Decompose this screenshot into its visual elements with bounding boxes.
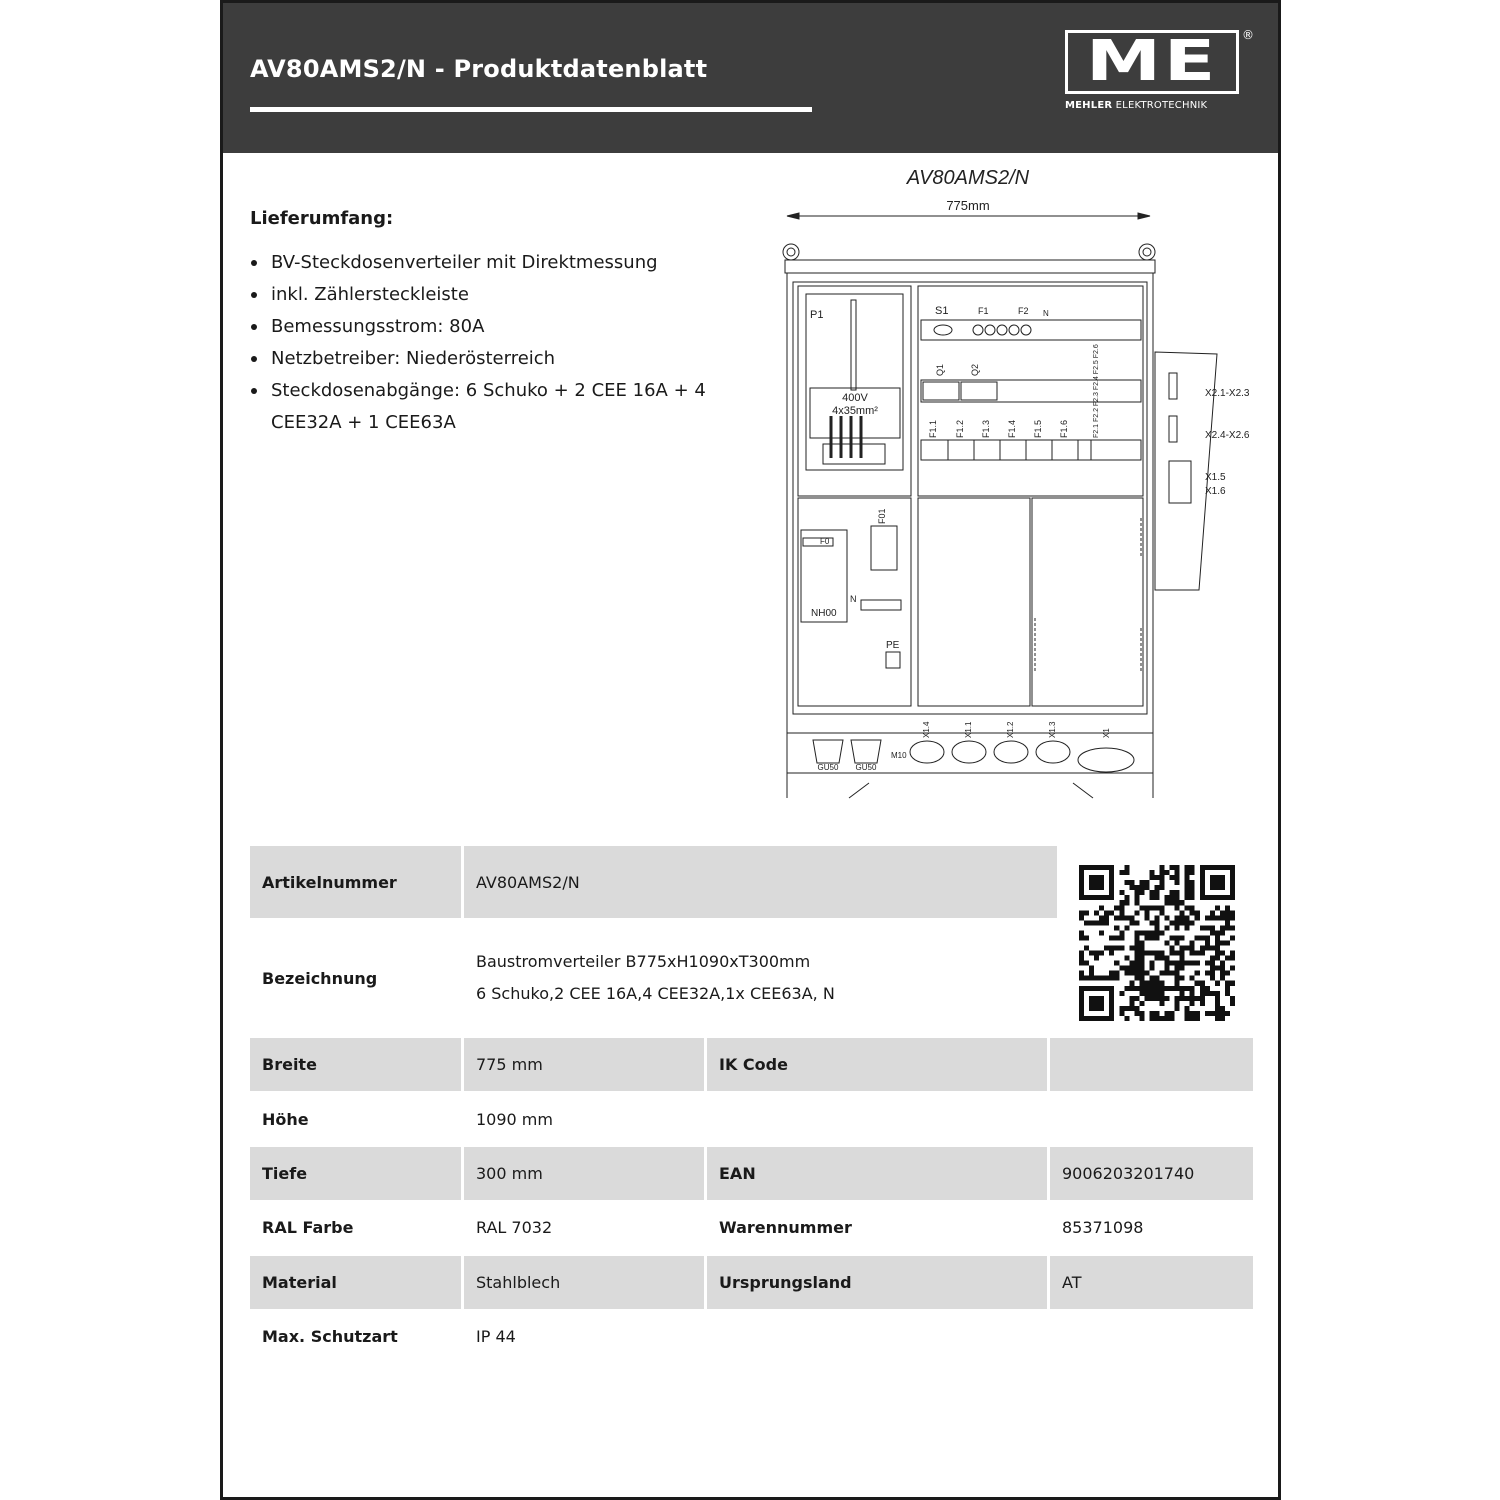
scope-item: Steckdosenabgänge: 6 Schuko + 2 CEE 16A + 4 CEE32A + 1 CEE63A [250,375,750,439]
row-tiefe [250,1147,1253,1200]
label-m10: M10 [891,751,907,760]
spec-label: Bezeichnung [262,968,378,988]
label-q2: Q2 [970,363,980,376]
label-f1: F1 [978,306,989,316]
label-f12: F1.2 [955,419,965,438]
dimension-arrow [787,213,1150,219]
socket-panel [1155,352,1250,590]
spec-value: RAL 7032 [476,1218,553,1237]
spec-label: Artikelnummer [250,846,461,918]
label-x12: X1.2 [1006,721,1015,738]
page-header [223,3,1278,153]
lifting-eyes [783,244,1155,260]
spec-value [1050,1038,1253,1091]
scope-item: Bemessungsstrom: 80A [250,311,750,343]
cabinet-body [787,273,1153,733]
spec-value: AV80AMS2/N [464,846,1057,918]
label-p1: P1 [810,309,824,321]
scope-heading: Lieferumfang: [250,208,394,229]
label-n-lower: N [850,594,857,604]
spec-value: 300 mm [464,1147,704,1200]
spec-label: Höhe [262,1110,309,1129]
label-voltage: 400V [842,392,868,404]
logo-brand-text [1065,100,1243,111]
switchgear-compartment [918,286,1143,496]
logo-brand-bold: MEHLER [1065,100,1113,111]
spec-label: Material [250,1256,461,1309]
label-x15: X1.5 [1205,472,1226,483]
spec-value: 1090 mm [476,1110,553,1129]
drawing-title: AV80AMS2/N [906,167,1030,189]
label-gu50-1: GU50 [817,763,839,772]
title-underline [250,107,812,112]
logo-brand-rest: ELEKTROTECHNIK [1115,100,1208,111]
label-pe: PE [886,640,900,651]
logo-letters: ME [1085,29,1219,94]
scope-item: Netzbetreiber: Niederösterreich [250,343,750,375]
label-x13: X1.3 [1048,721,1057,738]
registered-mark: ® [1242,28,1254,42]
label-s1: S1 [935,305,949,317]
qr-code[interactable] [1079,865,1235,1021]
spec-label: EAN [707,1147,1047,1200]
label-n: N [1043,309,1049,318]
label-gu50-2: GU50 [855,763,877,772]
label-f14: F1.4 [1007,419,1017,438]
datasheet-page [220,0,1281,1500]
drawing-width-label: 775mm [946,198,990,213]
label-q1: Q1 [935,363,945,376]
roof [785,260,1155,273]
page-title: AV80AMS2/N - Produktdatenblatt [250,55,708,83]
label-f11: F1.1 [928,419,938,438]
meter-compartment [798,286,911,496]
row-material [250,1256,1253,1309]
bezeichnung-line: Baustromverteiler B775xH1090xT300mm [476,952,811,971]
spec-value: Stahlblech [464,1256,704,1309]
spec-value [464,920,1057,1036]
mehler-logo [1065,28,1255,118]
spec-value: 9006203201740 [1050,1147,1253,1200]
label-f2x: F2.1 F2.2 F2.3 F2.4 F2.5 F2.6 [1093,344,1100,438]
row-bezeichnung [250,920,1057,1036]
label-cable: 4x35mm² [832,405,878,417]
label-x16: X1.6 [1205,486,1226,497]
label-x24: X2.4-X2.6 [1205,430,1250,441]
lower-compartments [798,498,1143,706]
spec-value: AT [1050,1256,1253,1309]
spec-label: Warennummer [719,1218,852,1237]
bottom-inlets [787,721,1153,798]
label-f16: F1.6 [1059,419,1069,438]
row-artikelnummer [250,846,1057,918]
label-f01: F01 [877,508,887,524]
label-x1: X1 [1102,728,1111,738]
label-f2: F2 [1018,306,1029,316]
spec-label: IK Code [707,1038,1047,1091]
scope-item: inkl. Zählersteckleiste [250,279,750,311]
row-breite [250,1038,1253,1091]
row-hoehe [250,1093,1253,1146]
bezeichnung-line: 6 Schuko,2 CEE 16A,4 CEE32A,1x CEE63A, N [476,984,835,1003]
scope-list [250,247,750,439]
spec-value: 85371098 [1062,1218,1144,1237]
label-x21: X2.1-X2.3 [1205,388,1250,399]
label-x14: X1.4 [922,721,931,738]
spec-value: 775 mm [464,1038,704,1091]
row-ral [250,1201,1253,1254]
label-nh00: NH00 [811,608,837,619]
spec-label: Tiefe [250,1147,461,1200]
label-f15: F1.5 [1033,419,1043,438]
spec-label: Ursprungsland [707,1256,1047,1309]
technical-drawing [773,158,1263,808]
scope-item: BV-Steckdosenverteiler mit Direktmessung [250,247,750,279]
spec-label: Breite [250,1038,461,1091]
spec-label: RAL Farbe [262,1218,354,1237]
row-schutzart [250,1310,1253,1363]
label-x11: X1.1 [964,721,973,738]
spec-value: IP 44 [476,1327,516,1346]
spec-label: Max. Schutzart [262,1327,398,1346]
logo-frame [1065,30,1239,94]
label-f0: F0 [820,537,830,546]
label-f13: F1.3 [981,419,991,438]
